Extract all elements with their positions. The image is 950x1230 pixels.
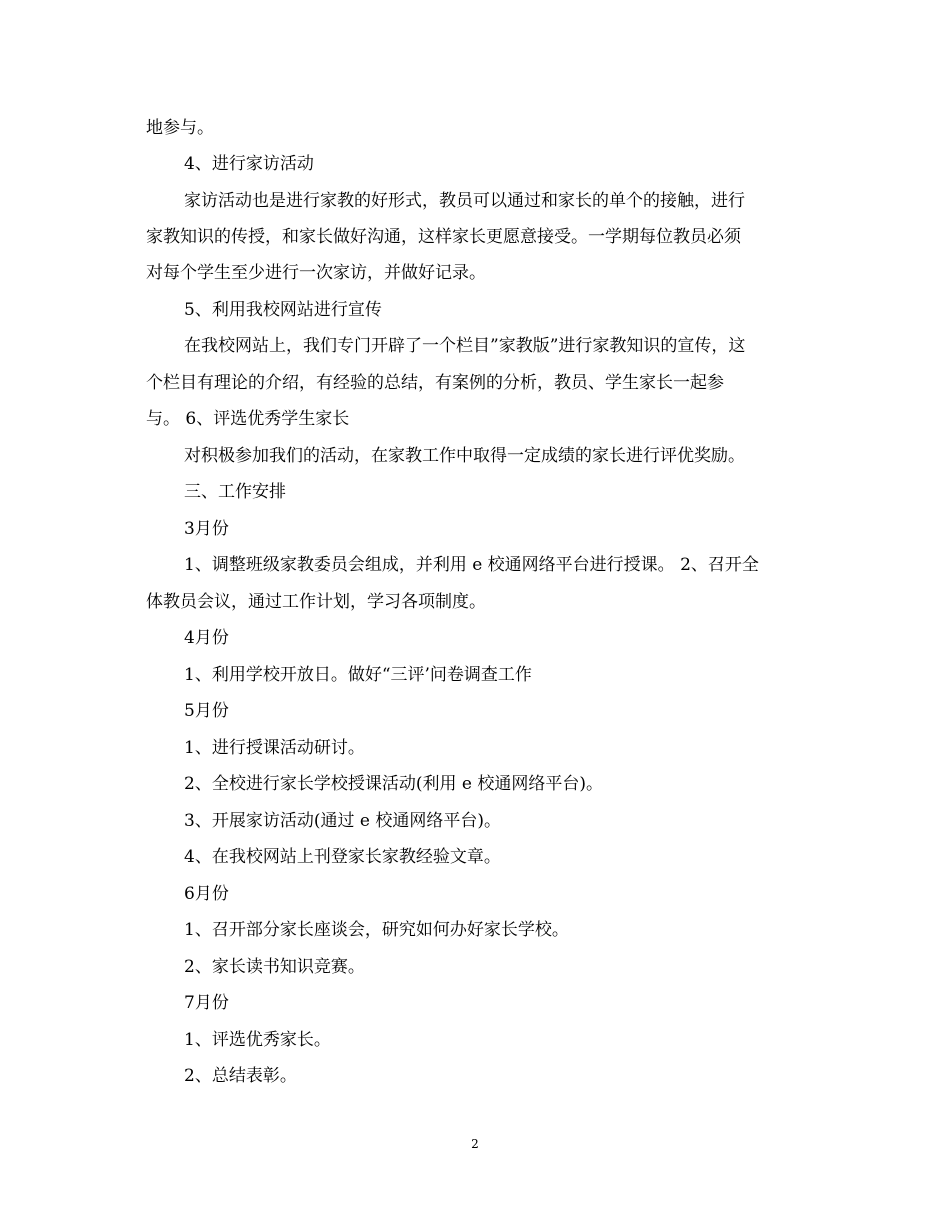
text-line: 2、全校进行家长学校授课活动(利用 e 校通网络平台)。 [184, 774, 603, 794]
month-heading: 5月份 [184, 701, 229, 721]
text-line: 1、利用学校开放日。做好“三评’问卷调查工作 [184, 665, 532, 685]
text-line: 3、开展家访活动(通过 e 校通网络平台)。 [184, 811, 501, 831]
page-number: 2 [471, 1137, 479, 1151]
text-line: 对每个学生至少进行一次家访，并做好记录。 [146, 263, 486, 283]
section-heading: 5、利用我校网站进行宣传 [184, 300, 382, 320]
text-line: 在我校网站上，我们专门开辟了一个栏目”家教版”进行家教知识的宣传，这 [184, 336, 746, 356]
text-line: 家教知识的传授，和家长做好沟通，这样家长更愿意接受。一学期每位教员必须 [146, 227, 741, 247]
text-line: 1、进行授课活动研讨。 [184, 738, 365, 758]
text-line: 4、在我校网站上刊登家长家教经验文章。 [184, 847, 501, 867]
text-line: 2、总结表彰。 [184, 1066, 297, 1086]
text-line: 体教员会议，通过工作计划，学习各项制度。 [146, 592, 486, 612]
text-line: 1、评选优秀家长。 [184, 1030, 331, 1050]
text-line: 个栏目有理论的介绍，有经验的总结，有案例的分析，教员、学生家长一起参 [146, 373, 724, 393]
text-line: 2、家长读书知识竞赛。 [184, 957, 365, 977]
text-line: 地参与。 [146, 118, 214, 138]
text-line: 家访活动也是进行家教的好形式，教员可以通过和家长的单个的接触，进行 [184, 191, 745, 211]
section-heading: 4、进行家访活动 [184, 154, 314, 174]
text-line: 1、召开部分家长座谈会，研究如何办好家长学校。 [184, 920, 569, 940]
month-heading: 4月份 [184, 628, 229, 648]
text-line: 对积极参加我们的活动，在家教工作中取得一定成绩的家长进行评优奖励。 [184, 446, 745, 466]
month-heading: 3月份 [184, 519, 229, 539]
text-line: 与。 6、评选优秀学生家长 [146, 409, 350, 429]
month-heading: 7月份 [184, 993, 229, 1013]
text-line: 1、调整班级家教委员会组成，并利用 e 校通网络平台进行授课。 2、召开全 [184, 555, 759, 575]
month-heading: 6月份 [184, 884, 229, 904]
section-heading: 三、工作安排 [184, 482, 286, 502]
